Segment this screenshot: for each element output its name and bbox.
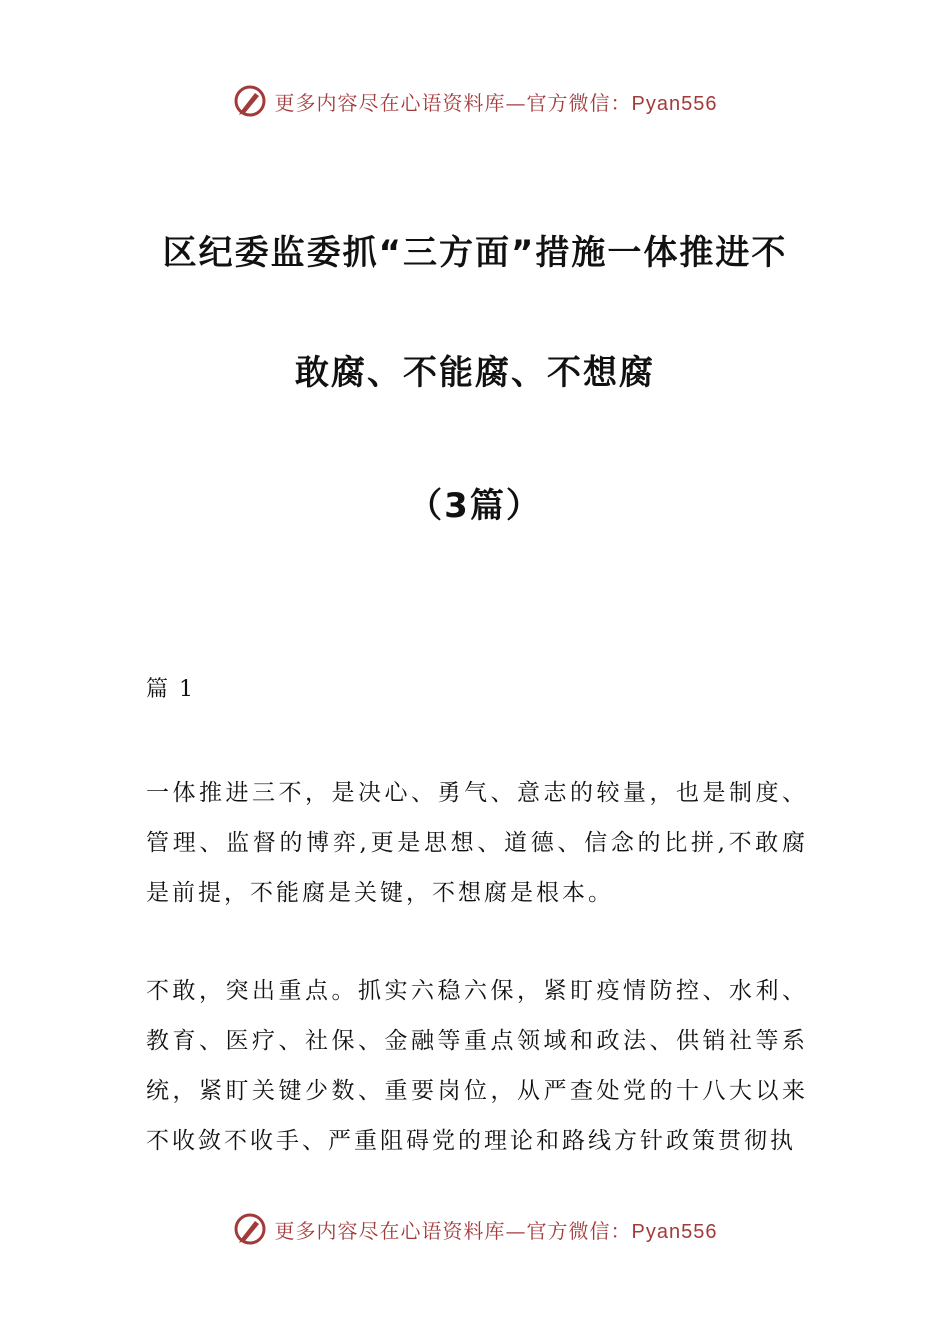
document-title-line-1: 区纪委监委抓“三方面”措施一体推进不 — [162, 233, 788, 273]
paragraph-2: 不敢，突出重点。抓实六稳六保，紧盯疫情防控、水利、教育、医疗、社保、金融等重点领域和政法、供销社等系统，紧盯关键少数、重要岗位，从严查处党的十八大以来不收敛不收手、严重阻碍党的理论和路线方针政策贯彻执 — [146, 978, 808, 1154]
watermark-banner-bottom — [0, 1212, 950, 1246]
pen-circle-logo-icon — [233, 84, 267, 118]
paragraph-1: 一体推进三不，是决心、勇气、意志的较量，也是制度、管理、监督的博弈,更是思想、道德、信念的比拼,不敢腐是前提，不能腐是关键，不想腐是根本。 — [146, 780, 808, 906]
pen-circle-logo-icon — [233, 1212, 267, 1246]
section-label: 篇 1 — [146, 677, 195, 702]
document-title-count: （3篇） — [408, 486, 542, 526]
wechat-id: Pyan556 — [631, 1220, 718, 1243]
watermark-banner-top — [0, 84, 950, 118]
watermark-text: 更多内容尽在心语资料库—官方微信：Pyan556 — [274, 1218, 718, 1243]
watermark-text: 更多内容尽在心语资料库—官方微信：Pyan556 — [274, 90, 718, 115]
document-title-line-2: 敢腐、不能腐、不想腐 — [295, 353, 655, 393]
wechat-id: Pyan556 — [631, 92, 718, 115]
